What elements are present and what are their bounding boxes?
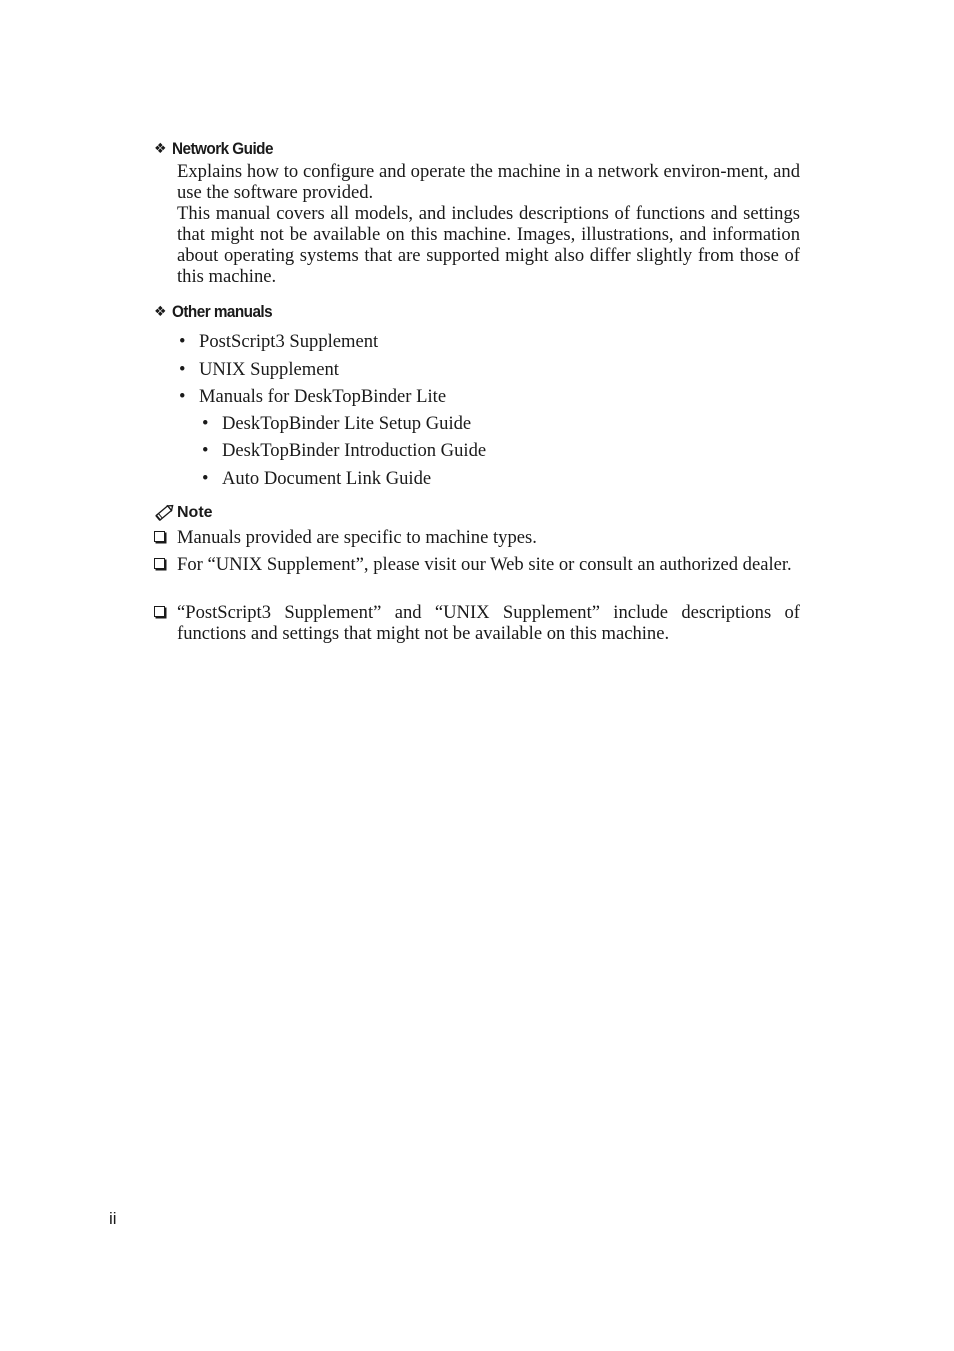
bullet-icon: • [202, 468, 209, 489]
page-number: ii [109, 1209, 117, 1228]
checkbox-bullet-icon [154, 558, 165, 569]
pencil-icon [154, 502, 176, 522]
network-guide-description-2 [177, 203, 800, 287]
sub-list-item [200, 440, 486, 461]
bullet-icon: • [179, 386, 186, 407]
note-item [154, 527, 800, 548]
diamond-bullet-icon: ❖ [154, 141, 167, 157]
list-item [177, 386, 446, 407]
network-guide-heading [154, 139, 284, 159]
network-guide-description-1-text: Explains how to configure and operate the machine in a network environ-ment, and use the software provided. [177, 161, 800, 203]
list-item [177, 331, 378, 352]
sub-list-item-text: DeskTopBinder Introduction Guide [222, 440, 487, 461]
bullet-icon: • [202, 440, 209, 461]
other-manuals-heading-text: Other manuals [172, 302, 273, 321]
note-item-text: Manuals provided are specific to machine types. [177, 527, 537, 548]
checkbox-bullet-icon [154, 531, 165, 542]
sub-list-item-text: Auto Document Link Guide [222, 468, 432, 489]
list-item-text: PostScript3 Supplement [199, 331, 379, 352]
note-heading [154, 502, 213, 524]
network-guide-description-2-text: This manual covers all models, and includes descriptions of functions and settings that might not be available on this machine. Images, illustrations, and information about operating systems that are supported might also differ slightly from those of this machine. [177, 203, 800, 287]
bullet-icon: • [179, 359, 186, 380]
note-item-text: For “UNIX Supplement”, please visit our Web site or consult an authorized dealer. [177, 554, 792, 575]
other-manuals-heading [154, 302, 283, 322]
list-item [177, 359, 339, 380]
checkbox-bullet-icon [154, 606, 165, 617]
bullet-icon: • [202, 413, 209, 434]
sub-list-item [200, 468, 431, 489]
list-item-text: UNIX Supplement [199, 359, 339, 380]
network-guide-heading-text: Network Guide [172, 139, 273, 158]
sub-list-item-text: DeskTopBinder Lite Setup Guide [222, 413, 472, 434]
list-item-text: Manuals for DeskTopBinder Lite [199, 386, 447, 407]
bullet-icon: • [179, 331, 186, 352]
sub-list-item [200, 413, 471, 434]
diamond-bullet-icon: ❖ [154, 304, 167, 320]
note-item [154, 554, 800, 575]
note-item-text: “PostScript3 Supplement” and “UNIX Supplement” include descriptions of functions and settings that might not be available on this machine. [177, 602, 800, 644]
network-guide-description-1 [177, 161, 800, 203]
note-heading-text: Note [177, 504, 213, 521]
note-item [154, 602, 800, 644]
